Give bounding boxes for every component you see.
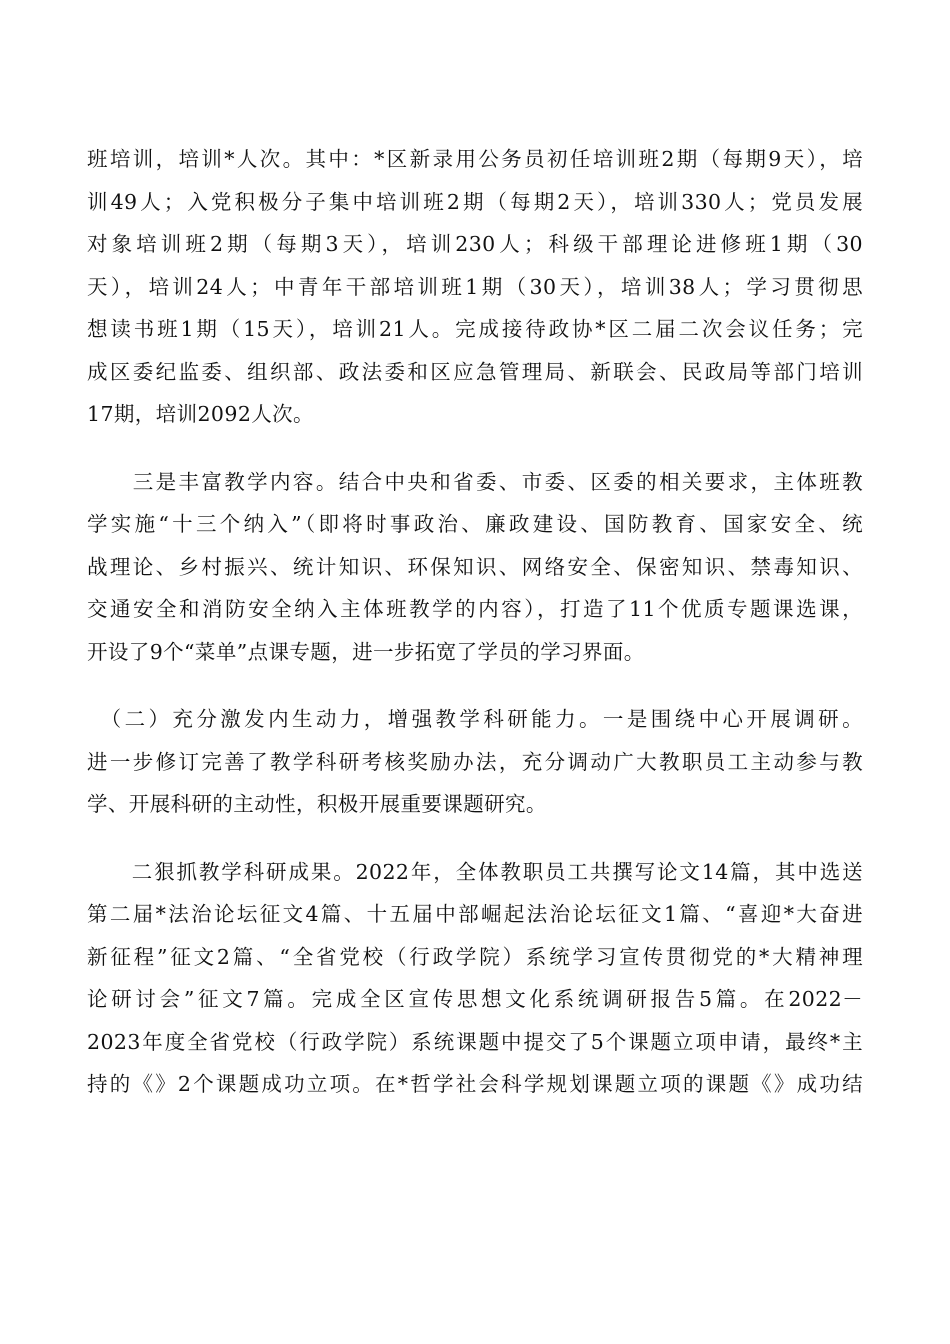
paragraph-spacer (87, 826, 863, 851)
paragraph-spacer (87, 673, 863, 698)
text-line: 班培训，培训*人次。其中：*区新录用公务员初任培训班2期（每期9天），培 (87, 147, 863, 171)
paragraph-spacer (87, 436, 863, 461)
text-line: 论研讨会”征文7篇。完成全区宣传思想文化系统调研报告5篇。在2022－ (87, 987, 863, 1011)
text-line: 三是丰富教学内容。结合中央和省委、市委、区委的相关要求，主体班教 (87, 469, 863, 494)
text-line: 第二届*法治论坛征文4篇、十五届中部崛起法治论坛征文1篇、“喜迎*大奋进 (87, 902, 863, 926)
text-line: 交通安全和消防安全纳入主体班教学的内容），打造了11个优质专题课选课， (87, 597, 863, 621)
text-line: 成区委纪监委、组织部、政法委和区应急管理局、新联会、民政局等部门培训 (87, 359, 863, 384)
paragraph-research-section (87, 698, 863, 826)
text-line: 新征程”征文2篇、“全省党校（行政学院）系统学习宣传贯彻党的*大精神理 (87, 944, 863, 969)
text-line: 开设了9个“菜单”点课专题，进一步拓宽了学员的学习界面。 (87, 639, 645, 664)
document-page (87, 138, 863, 1106)
text-line: 二狠抓教学科研成果。2022年，全体教职员工共撰写论文14篇，其中选送 (87, 859, 863, 884)
text-line: 学实施“十三个纳入”（即将时事政治、廉政建设、国防教育、国家安全、统 (87, 512, 863, 536)
paragraph-teaching-content (87, 461, 863, 674)
text-line: 训49人；入党积极分子集中培训班2期（每期2天），培训330人；党员发展 (87, 189, 863, 214)
text-line: 进一步修订完善了教学科研考核奖励办法，充分调动广大教职员工主动参与教 (87, 749, 863, 774)
section-heading-line: （二）充分激发内生动力，增强教学科研能力。一是围绕中心开展调研。 (87, 707, 863, 731)
text-line: 想读书班1期（15天），培训21人。完成接待政协*区二届二次会议任务；完 (87, 317, 863, 341)
text-line: 2023年度全省党校（行政学院）系统课题中提交了5个课题立项申请，最终*主 (87, 1029, 863, 1054)
text-line: 对象培训班2期（每期3天），培训230人；科级干部理论进修班1期（30 (87, 232, 863, 256)
paragraph-research-results (87, 851, 863, 1106)
text-line: 天），培训24人；中青年干部培训班1期（30天），培训38人；学习贯彻思 (87, 274, 863, 299)
paragraph-training-stats (87, 138, 863, 436)
text-line: 持的《》2个课题成功立项。在*哲学社会科学规划课题立项的课题《》成功结 (87, 1072, 863, 1096)
text-line: 学、开展科研的主动性，积极开展重要课题研究。 (87, 792, 547, 816)
text-line: 战理论、乡村振兴、统计知识、环保知识、网络安全、保密知识、禁毒知识、 (87, 554, 863, 579)
text-line: 17期，培训2092人次。 (87, 402, 314, 426)
